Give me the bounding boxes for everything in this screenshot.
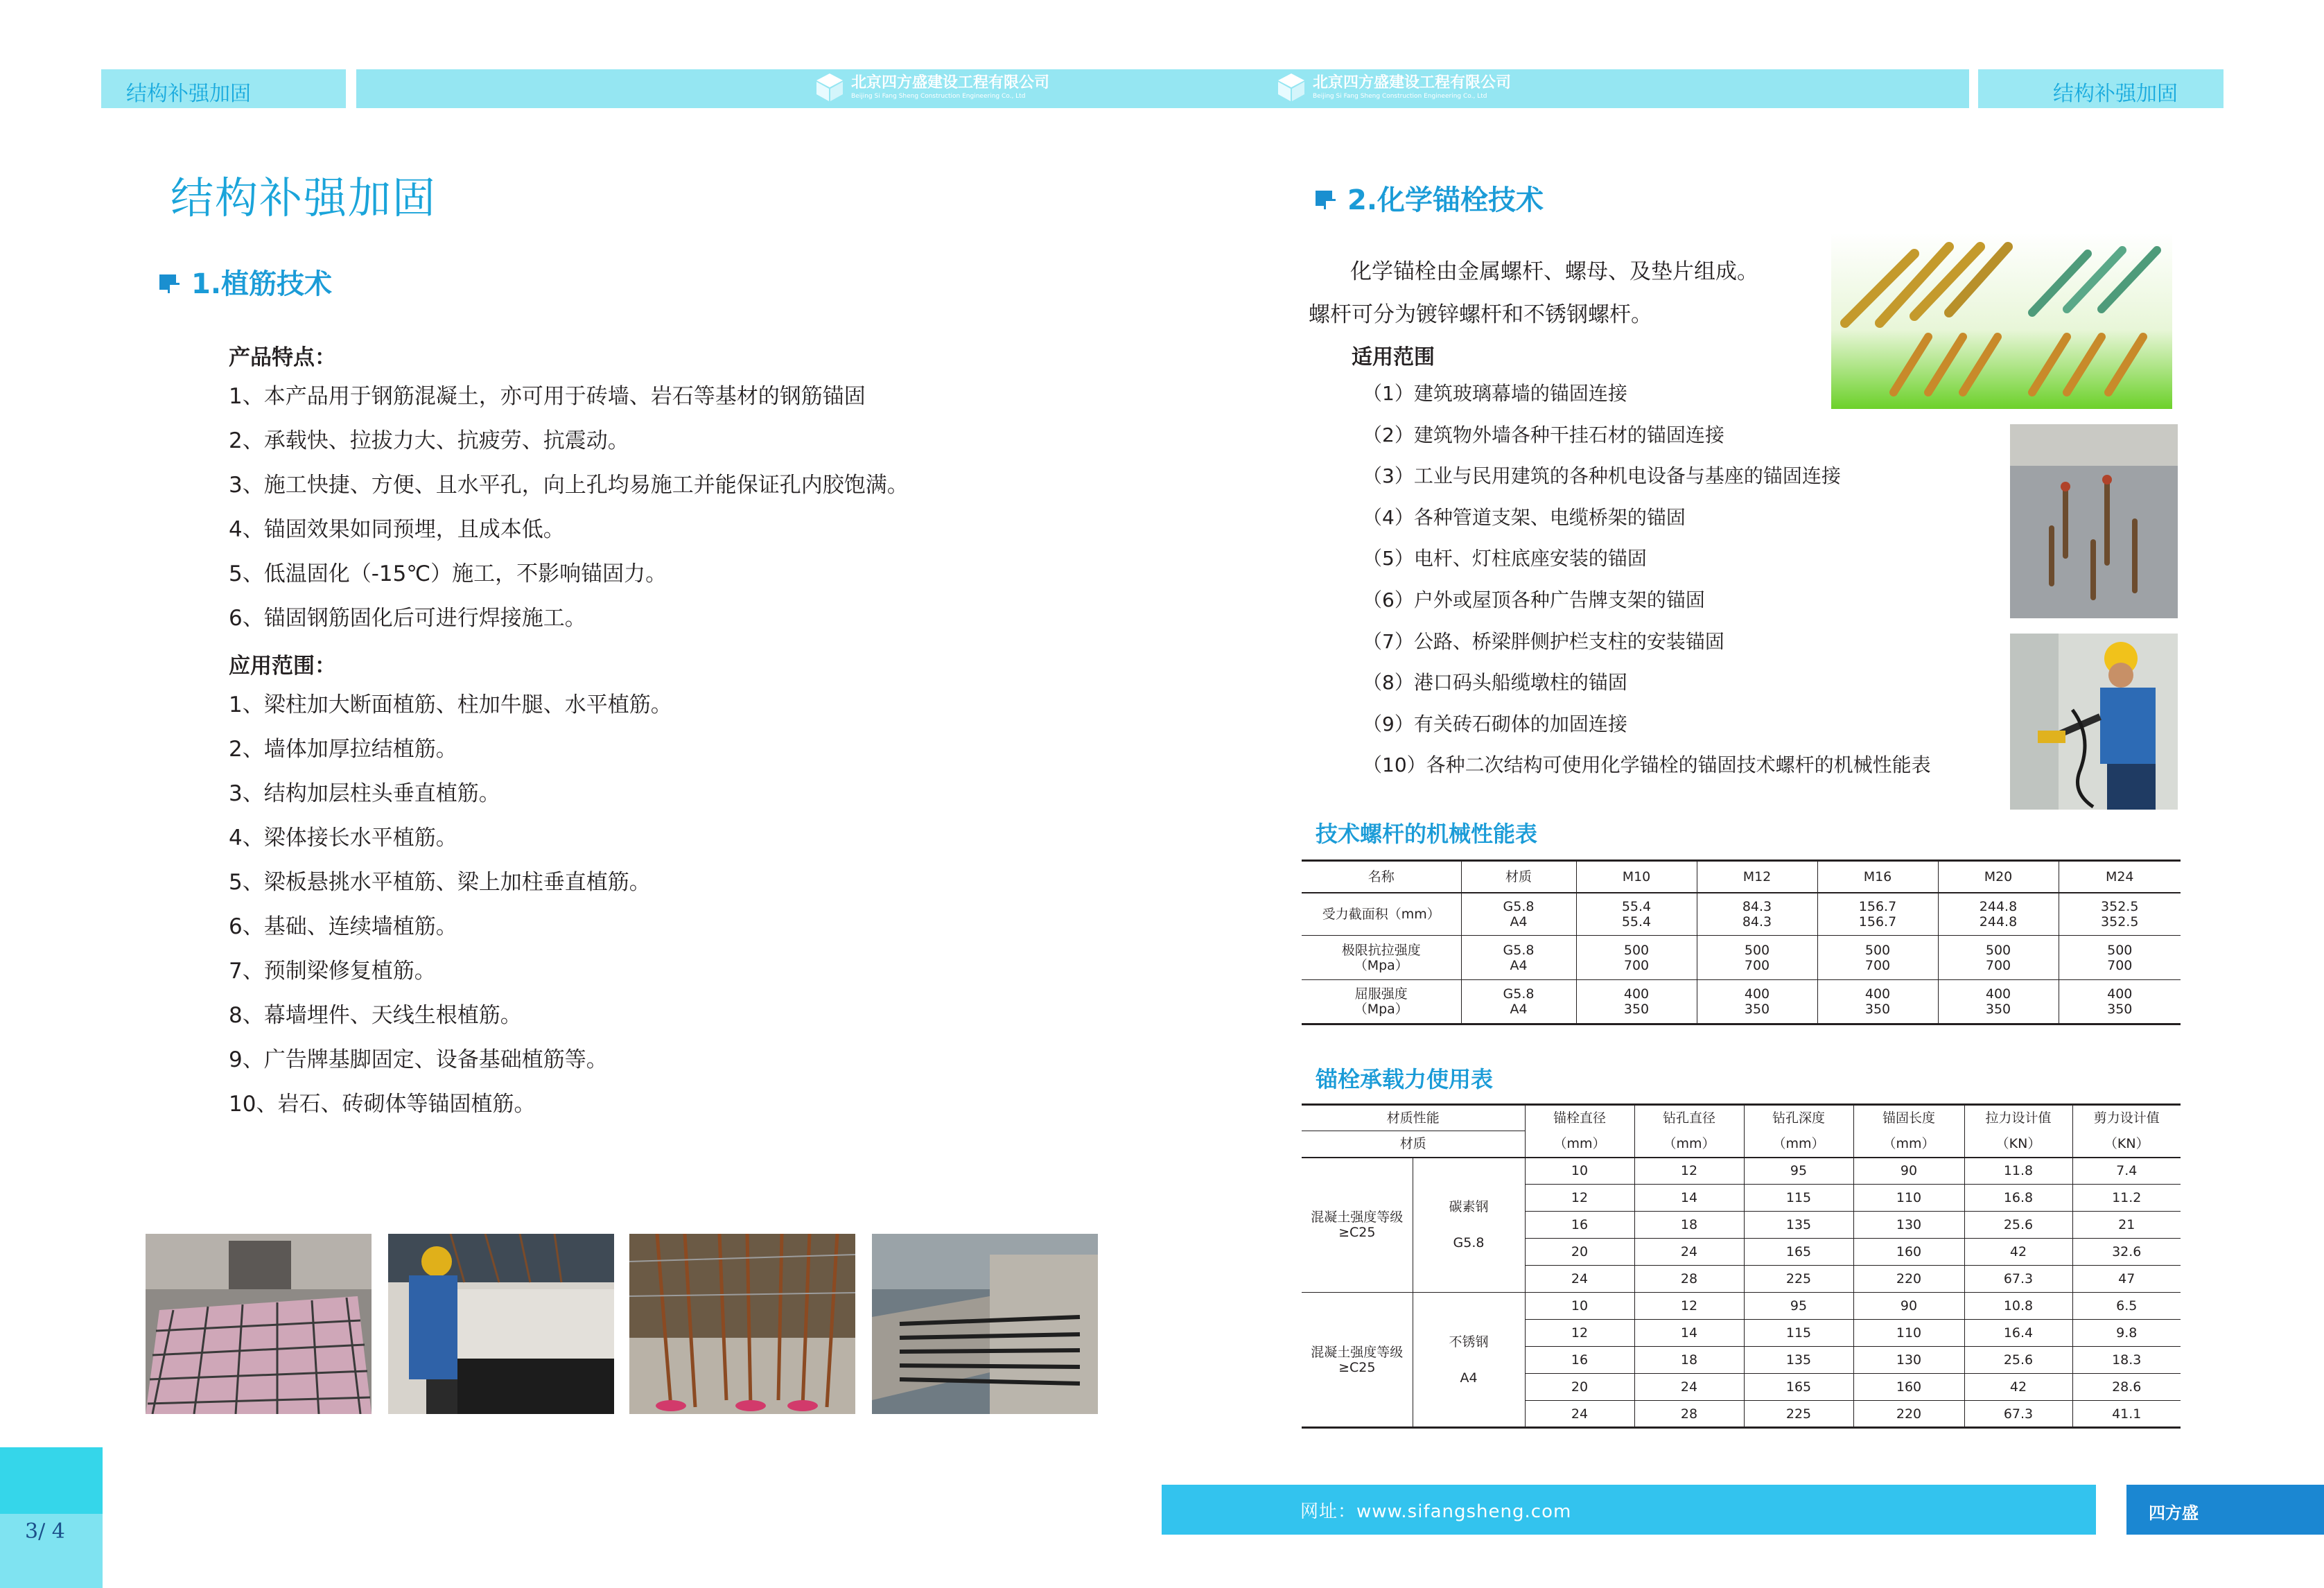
table-anchor-capacity (1302, 1103, 2181, 1429)
table-cell: 400 350 (2107, 986, 2133, 1017)
list-item: 1、本产品用于钢筋混凝土，亦可用于砖墙、岩石等基材的钢筋锚固 (229, 384, 866, 409)
table-header-cell: 钻孔深度 (1744, 1105, 1853, 1131)
list-item: 5、低温固化（-15℃）施工，不影响锚固力。 (229, 561, 667, 586)
table-cell: 500 700 (1817, 936, 1938, 980)
photo-anchor-bolts (1831, 233, 2172, 409)
header-right-label: 结构补强加固 (2053, 82, 2178, 106)
table-header-row (1302, 1131, 2181, 1158)
list-item: 7、预制梁修复植筋。 (229, 959, 436, 984)
list-item: （5）电杆、灯柱底座安装的锚固 (1363, 547, 1647, 570)
table-cell: 115 (1744, 1185, 1853, 1212)
table-cell: 碳素钢 G5.8 (1413, 1158, 1525, 1293)
photo-rebar-grid (146, 1234, 372, 1414)
table-cell: 95 (1744, 1293, 1853, 1320)
list-item: （3）工业与民用建筑的各种机电设备与基座的锚固连接 (1363, 464, 1841, 488)
section-bullet-icon (159, 274, 176, 290)
intro-line-2: 螺杆可分为镀锌螺杆和不锈钢螺杆。 (1309, 302, 1652, 327)
cube-logo-icon (1277, 72, 1306, 103)
table-cell: 225 (1744, 1266, 1853, 1293)
section-title-chemical-anchor (1316, 178, 1544, 218)
table-cell: 400 350 (1576, 980, 1697, 1024)
table-cell: 28.6 (2072, 1374, 2181, 1401)
table-cell: 16.8 (1964, 1185, 2072, 1212)
applications-list (229, 683, 672, 1126)
list-item: 6、基础、连续墙植筋。 (229, 914, 457, 939)
table-header-cell: 材质 (1461, 861, 1576, 893)
table-cell: 130 (1853, 1212, 1964, 1239)
table-header-cell: 剪力设计值 (2093, 1110, 2160, 1126)
table-row (1302, 980, 2181, 1024)
table-cell: 不锈钢 A4 (1413, 1293, 1525, 1428)
table-cell: 12 (1634, 1158, 1744, 1185)
table-header-cell: （KN） (1964, 1131, 2072, 1158)
table-capacity-title: 锚栓承载力使用表 (1316, 1066, 1494, 1092)
table-cell: 极限抗拉强度 （Mpa） (1302, 936, 1461, 980)
table-header-cell: （mm） (1744, 1131, 1853, 1158)
table-cell: 400 350 (1938, 980, 2059, 1024)
section-title-rebar (159, 262, 332, 302)
company-logo-left (815, 72, 1049, 103)
table-row (1302, 1293, 2181, 1320)
logo-company-en: Beijing Si Fang Sheng Construction Engineering Co., Ltd (851, 93, 1026, 100)
table-cell: 500 700 (1576, 936, 1697, 980)
table-mechanical-title: 技术螺杆的机械性能表 (1316, 821, 1538, 847)
applications-heading: 应用范围： (229, 654, 336, 679)
table-cell: 90 (1853, 1158, 1964, 1185)
table-cell: 18 (1634, 1347, 1744, 1374)
table-cell: 28 (1634, 1401, 1744, 1428)
list-item: 8、幕墙埋件、天线生根植筋。 (229, 1003, 522, 1028)
table-header-cell: （mm） (1525, 1131, 1634, 1158)
table-header-cell: M20 (1938, 861, 2059, 893)
company-logo-right (1277, 72, 1511, 103)
table-cell: 130 (1853, 1347, 1964, 1374)
list-item: 4、梁体接长水平植筋。 (229, 826, 457, 850)
table-cell: 400 350 (1697, 980, 1817, 1024)
list-item: 1、梁柱加大断面植筋、柱加牛腿、水平植筋。 (229, 692, 672, 717)
list-item: 3、施工快捷、方便、且水平孔，向上孔均易施工并能保证孔内胶饱满。 (229, 473, 909, 498)
table-cell: 混凝土强度等级 ≥C25 (1302, 1293, 1413, 1428)
table-header-cell: （mm） (1853, 1131, 1964, 1158)
table-cell: 352.5 352.5 (2101, 898, 2139, 930)
table-cell: 47 (2072, 1266, 2181, 1293)
table-cell: 7.4 (2072, 1158, 2181, 1185)
table-cell: 90 (1853, 1293, 1964, 1320)
table-cell: 20 (1525, 1239, 1634, 1266)
table-cell: 6.5 (2072, 1293, 2181, 1320)
list-item: （2）建筑物外墙各种干挂石材的锚固连接 (1363, 423, 1724, 446)
table-header-cell: 名称 (1302, 861, 1461, 893)
table-cell: 11.8 (1964, 1158, 2072, 1185)
table-cell: 165 (1744, 1374, 1853, 1401)
table-cell: 500 700 (1938, 936, 2059, 980)
table-cell: 14 (1634, 1185, 1744, 1212)
table-cell: 24 (1634, 1239, 1744, 1266)
intro-line-1: 化学锚栓由金属螺杆、螺母、及垫片组成。 (1350, 259, 1758, 284)
table-header-cell: 材质性能 (1302, 1105, 1525, 1131)
table-cell: 12 (1634, 1293, 1744, 1320)
table-cell: 21 (2072, 1212, 2181, 1239)
table-cell: 135 (1744, 1347, 1853, 1374)
page-number-box (0, 1447, 103, 1514)
table-header-cell: M10 (1576, 861, 1697, 893)
section-bullet-icon (1316, 191, 1332, 206)
table-cell: 244.8 244.8 (1938, 893, 2059, 936)
features-heading: 产品特点： (229, 345, 336, 370)
table-cell: 42 (1964, 1374, 2072, 1401)
table-cell: 135 (1744, 1212, 1853, 1239)
table-cell: 32.6 (2072, 1239, 2181, 1266)
table-cell: 500 700 (1697, 936, 1817, 980)
table-cell: 25.6 (1964, 1347, 2072, 1374)
header-band-center (356, 69, 1969, 108)
photo-vertical-rebars (629, 1234, 855, 1414)
logo-company-name: 北京四方盛建设工程有限公司 (1313, 74, 1512, 91)
table-header-cell: M24 (2105, 869, 2134, 884)
table-cell: 18 (1634, 1212, 1744, 1239)
table-cell: 16.4 (1964, 1320, 2072, 1347)
table-cell: 14 (1634, 1320, 1744, 1347)
table-cell: 55.4 55.4 (1576, 893, 1697, 936)
footer-website: 网址：www.sifangsheng.com (1300, 1501, 1572, 1522)
table-cell: 165 (1744, 1239, 1853, 1266)
list-item: 5、梁板悬挑水平植筋、梁上加柱垂直植筋。 (229, 870, 651, 895)
photo-worker-installing (2010, 634, 2178, 810)
table-cell: 12 (1525, 1185, 1634, 1212)
table-cell: 220 (1853, 1266, 1964, 1293)
table-cell: 18.3 (2072, 1347, 2181, 1374)
table-cell: 11.2 (2072, 1185, 2181, 1212)
table-row (1302, 936, 2181, 980)
photo-worker-drilling (388, 1234, 614, 1414)
table-cell: 500 700 (2107, 942, 2133, 973)
table-row (1302, 1158, 2181, 1185)
list-item: 4、锚固效果如同预埋，且成本低。 (229, 517, 565, 542)
section-title-text: 2.化学锚栓技术 (1347, 184, 1544, 216)
table-header-cell: M12 (1697, 861, 1817, 893)
table-header-cell: （KN） (2104, 1136, 2149, 1151)
table-header-row (1302, 861, 2181, 893)
table-row (1302, 893, 2181, 936)
table-cell: 24 (1525, 1401, 1634, 1428)
page-number: 3/ 4 (25, 1519, 65, 1544)
list-item: 6、锚固钢筋固化后可进行焊接施工。 (229, 606, 586, 631)
table-cell: 67.3 (1964, 1401, 2072, 1428)
section-title-text: 1.植筋技术 (191, 268, 333, 300)
list-item: 10、岩石、砖砌体等锚固植筋。 (229, 1092, 536, 1117)
table-header-cell: （mm） (1634, 1131, 1744, 1158)
cube-logo-icon (815, 72, 844, 103)
table-cell: 28 (1634, 1266, 1744, 1293)
table-cell: 20 (1525, 1374, 1634, 1401)
list-item: 2、承载快、拉拔力大、抗疲劳、抗震动。 (229, 428, 629, 453)
logo-company-en: Beijing Si Fang Sheng Construction Engineering Co., Ltd (1313, 93, 1487, 100)
table-cell: 10 (1525, 1158, 1634, 1185)
table-cell: 受力截面积（mm） (1302, 893, 1461, 936)
table-cell: G5.8 A4 (1461, 893, 1576, 936)
table-cell: 10.8 (1964, 1293, 2072, 1320)
table-header-cell: M16 (1817, 861, 1938, 893)
table-cell: 42 (1964, 1239, 2072, 1266)
table-header-cell: 拉力设计值 (1964, 1105, 2072, 1131)
table-header-row (1302, 1105, 2181, 1131)
table-cell: 10 (1525, 1293, 1634, 1320)
scope-list (1363, 373, 1931, 786)
table-header-cell: 锚固长度 (1853, 1105, 1964, 1131)
table-cell: 110 (1853, 1320, 1964, 1347)
table-cell: 16 (1525, 1347, 1634, 1374)
list-item: （9）有关砖石砌体的加固连接 (1363, 712, 1627, 735)
list-item: （1）建筑玻璃幕墙的锚固连接 (1363, 382, 1627, 405)
table-cell: G5.8 A4 (1461, 936, 1576, 980)
table-cell: 12 (1525, 1320, 1634, 1347)
list-item: 9、广告牌基脚固定、设备基础植筋等。 (229, 1047, 608, 1072)
list-item: （6）户外或屋顶各种广告牌支架的锚固 (1363, 588, 1705, 611)
table-cell: 160 (1853, 1239, 1964, 1266)
list-item: （4）各种管道支架、电缆桥架的锚固 (1363, 505, 1686, 529)
table-cell: 110 (1853, 1185, 1964, 1212)
footer-brand: 四方盛 (2149, 1503, 2199, 1523)
table-cell: 156.7 156.7 (1817, 893, 1938, 936)
table-cell: 25.6 (1964, 1212, 2072, 1239)
list-item: 3、结构加层柱头垂直植筋。 (229, 781, 500, 806)
table-cell: 84.3 84.3 (1697, 893, 1817, 936)
table-mechanical-properties (1302, 860, 2181, 1025)
table-header-cell: 材质 (1302, 1131, 1525, 1158)
table-cell: 225 (1744, 1401, 1853, 1428)
table-cell: G5.8 A4 (1461, 980, 1576, 1024)
table-header-cell: 锚栓直径 (1525, 1105, 1634, 1131)
table-cell: 16 (1525, 1212, 1634, 1239)
photo-beam-anchor (872, 1234, 1098, 1414)
table-cell: 400 350 (1817, 980, 1938, 1024)
table-cell: 24 (1525, 1266, 1634, 1293)
table-cell: 24 (1634, 1374, 1744, 1401)
table-cell: 屈服强度 （Mpa） (1302, 980, 1461, 1024)
table-cell: 9.8 (2072, 1320, 2181, 1347)
scope-heading: 适用范围 (1352, 345, 1435, 369)
logo-company-name: 北京四方盛建设工程有限公司 (851, 74, 1050, 91)
table-cell: 115 (1744, 1320, 1853, 1347)
photo-anchors-in-concrete (2010, 424, 2178, 618)
features-list (229, 374, 909, 640)
table-cell: 160 (1853, 1374, 1964, 1401)
header-left-label: 结构补强加固 (126, 82, 251, 106)
table-cell: 95 (1744, 1158, 1853, 1185)
list-item: （8）港口码头船缆墩柱的锚固 (1363, 671, 1627, 695)
page-title: 结构补强加固 (171, 173, 437, 223)
list-item: 2、墙体加厚拉结植筋。 (229, 737, 457, 762)
list-item: （10）各种二次结构可使用化学锚栓的锚固技术螺杆的机械性能表 (1363, 753, 1931, 777)
table-header-cell: 钻孔直径 (1634, 1105, 1744, 1131)
table-cell: 混凝土强度等级 ≥C25 (1302, 1158, 1413, 1293)
table-cell: 67.3 (1964, 1266, 2072, 1293)
table-cell: 220 (1853, 1401, 1964, 1428)
list-item: （7）公路、桥梁胖侧护栏支柱的安装锚固 (1363, 629, 1724, 653)
table-cell: 41.1 (2072, 1401, 2181, 1428)
